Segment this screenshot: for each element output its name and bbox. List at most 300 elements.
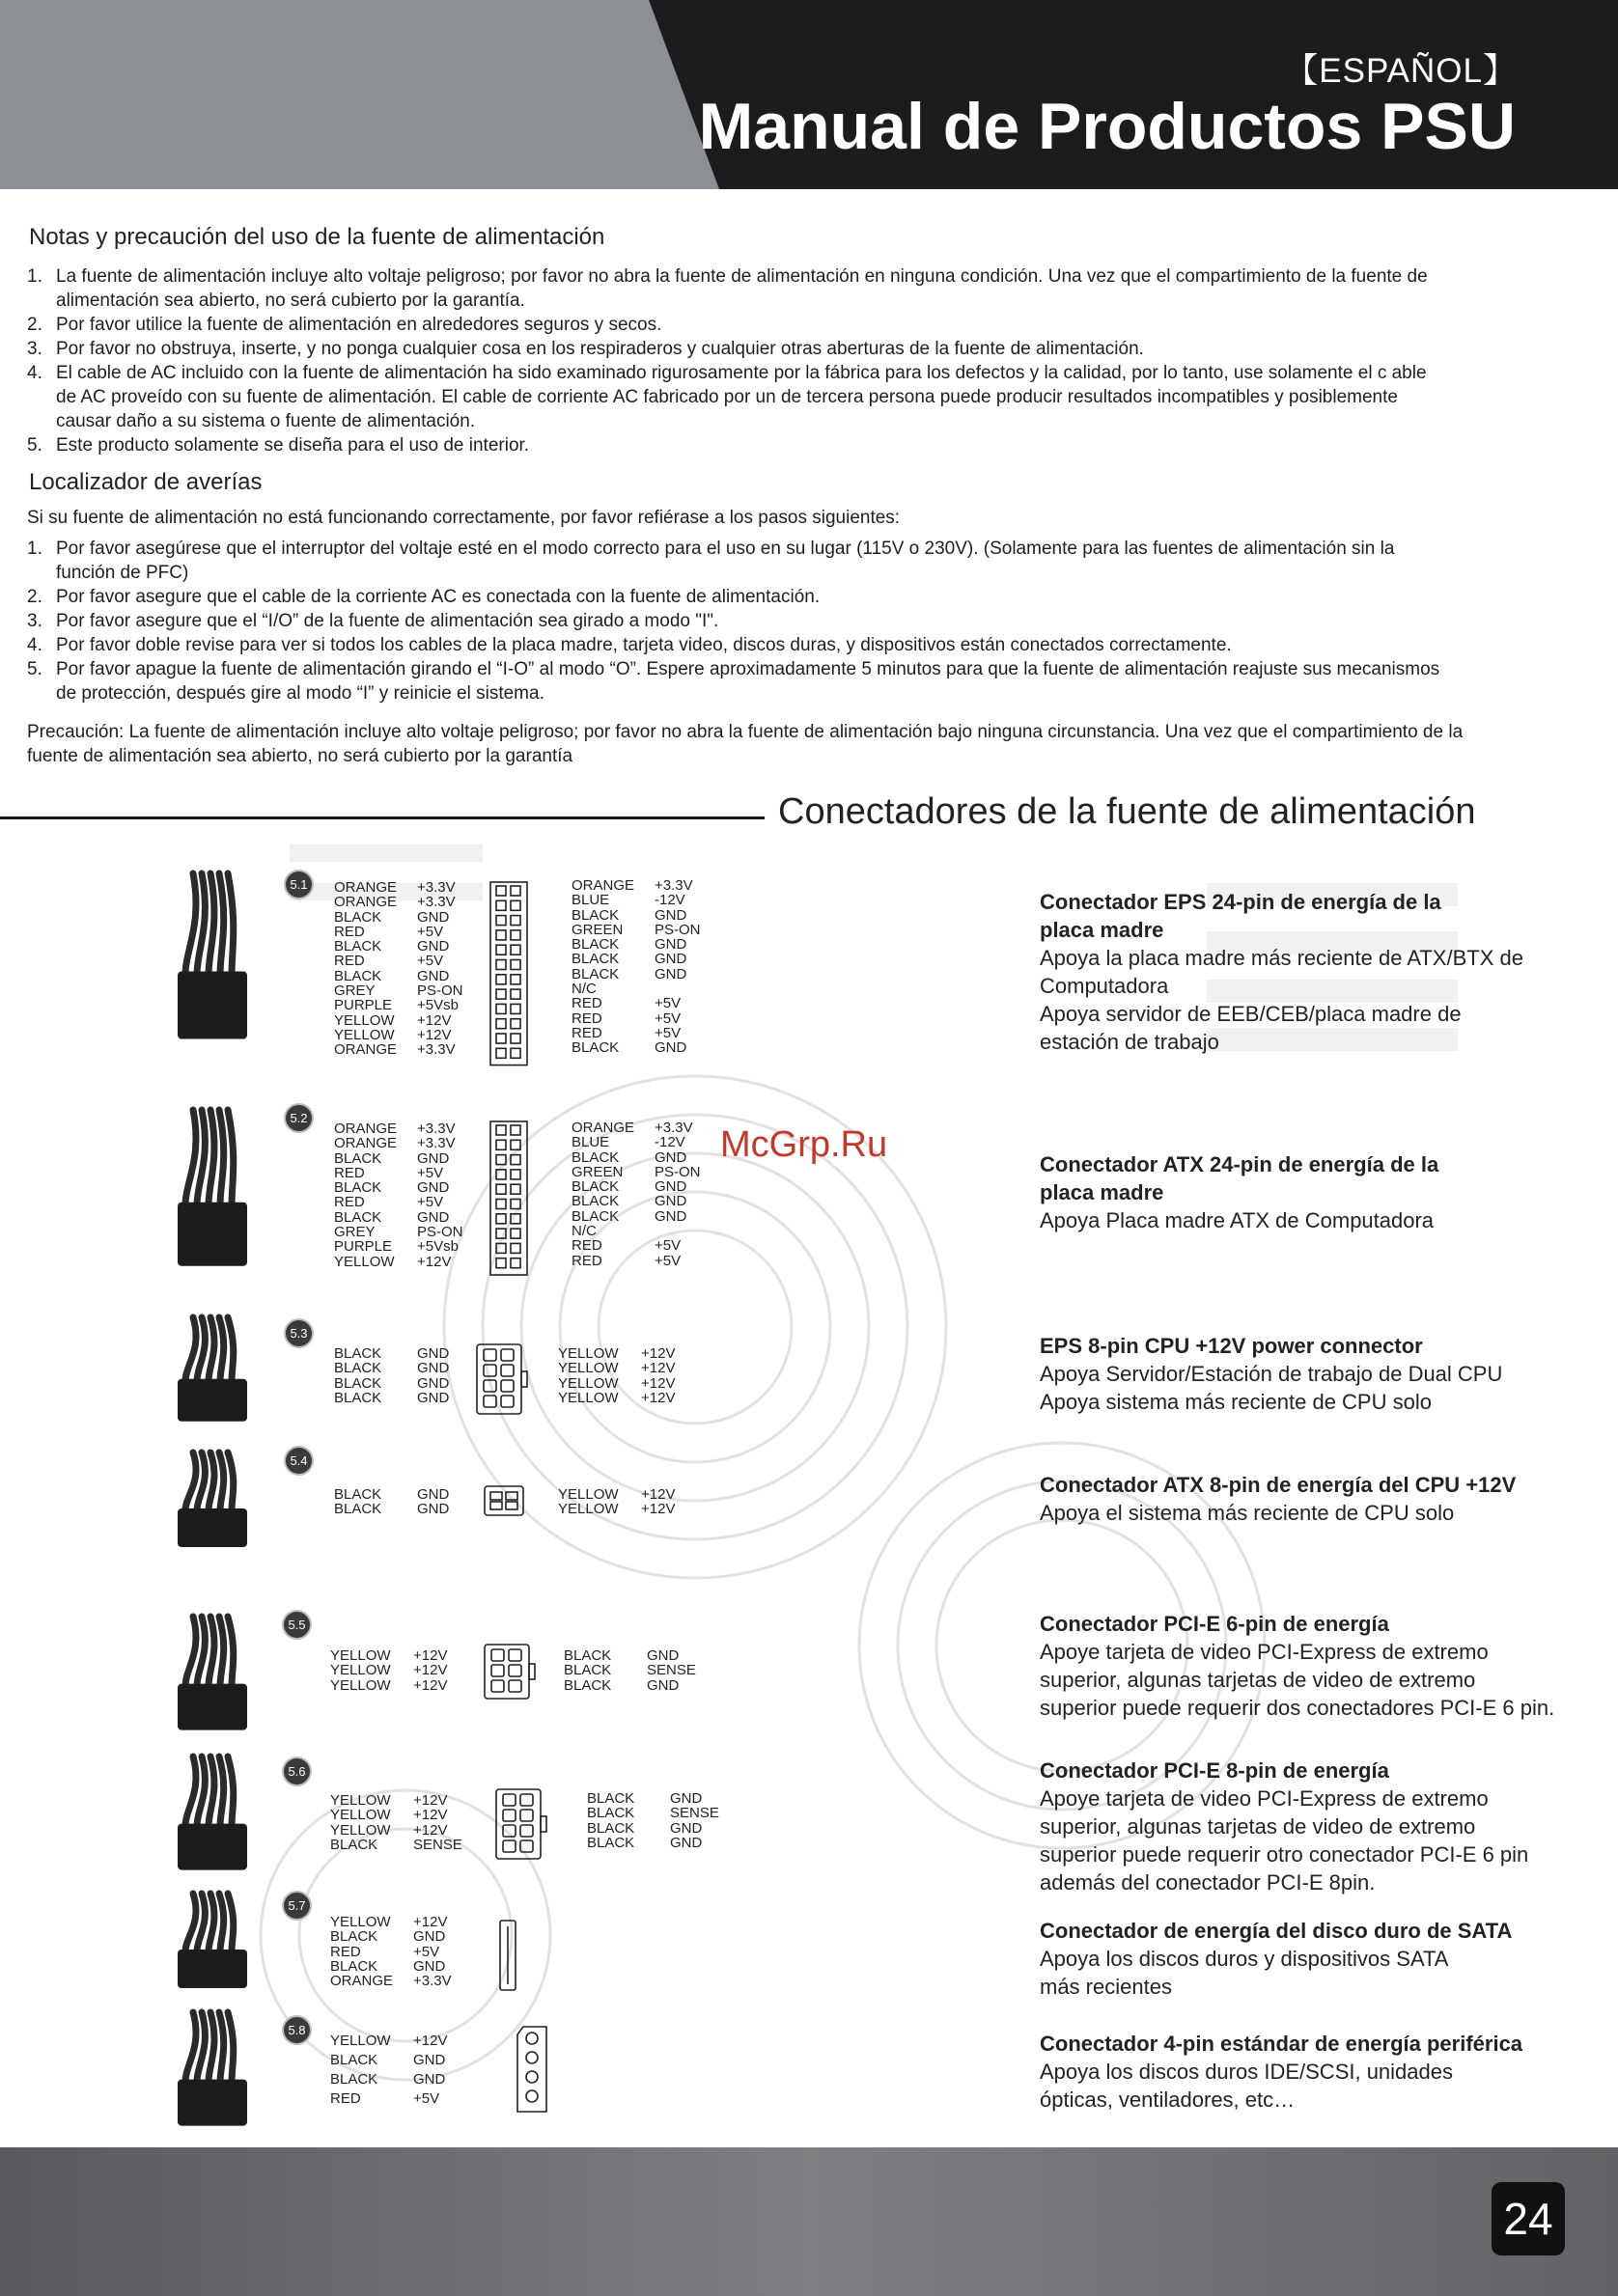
connector-description-line: Apoya los discos duros y dispositivos SATA [1040,1947,1449,1971]
pin-signal: GND [417,1360,450,1377]
pin-row [572,1011,701,1026]
cable-photo-illustration [164,1110,299,1269]
connector-title: Conectador de energía del disco duro de SATA [1040,1919,1513,1943]
list-item [27,264,1591,313]
list-item-number: 1. [27,266,42,287]
cable-photo-illustration [164,873,299,1042]
pin-list-left [330,1915,452,1988]
pin-signal: +3.3V [417,1120,456,1137]
connector-description-line: superior puede requerir dos conectadores PCI-E 6 pin. [1040,1696,1555,1720]
troubleshoot-title: Localizador de averías [29,469,263,495]
pin-signal: GND [417,1208,450,1226]
pin-row [334,895,463,909]
section-divider [0,816,765,819]
pin-row [334,925,463,939]
connector-badge: 5.6 [284,1758,310,1784]
pin-wire-color: YELLOW [330,1676,391,1694]
connector-badge: 5.5 [284,1612,310,1638]
pin-row [334,1376,449,1391]
pin-row [330,2070,447,2089]
troubleshoot-intro: Si su fuente de alimentación no está funcionando correctamente, por favor refiérase a los pasos siguientes: [27,508,901,528]
pin-row [334,910,463,925]
pin-wire-color: RED [334,1194,365,1211]
list-item-line: función de PFC) [56,563,189,583]
pin-row [334,1042,463,1057]
pin-wire-color: YELLOW [330,1662,391,1679]
pin-list-left [330,2032,447,2109]
pin-signal: +12V [413,1676,448,1694]
pin-row [330,1663,447,1677]
pin-wire-color: BLUE [572,1134,610,1151]
pin-row [572,1135,701,1149]
list-item-line: El cable de AC incluido con la fuente de alimentación ha sido examinado rigurosamente por la fábrica para los defectos y la calidad, por lo tanto, use solamente el c able [56,363,1427,383]
pin-wire-color: RED [572,1237,602,1255]
pin-wire-color: YELLOW [330,1807,391,1824]
pin-row [572,1209,701,1224]
pin-wire-color: YELLOW [330,1821,391,1839]
pin-signal: GND [413,1957,446,1975]
pin-wire-color: ORANGE [572,1120,635,1136]
pin-signal: GND [655,1207,687,1225]
connector-description-line: Apoya sistema más reciente de CPU solo [1040,1390,1432,1414]
pin-wire-color: BLUE [572,892,610,909]
connector-description-line: Apoya servidor de EEB/CEB/placa madre de [1040,1002,1462,1026]
connector-description [1040,1150,1600,1234]
pin-row [330,1945,452,1959]
notes-title: Notas y precaución del uso de la fuente de alimentación [29,224,605,250]
pin-signal: GND [670,1790,703,1807]
connector-title: Conectador ATX 8-pin de energía del CPU +12V [1040,1473,1517,1497]
pin-signal: -12V [655,892,685,909]
pin-signal: PS-ON [417,1224,463,1241]
cable-photo-illustration [164,1894,299,1990]
pin-wire-color: BLACK [334,1360,382,1377]
pin-signal: GND [670,1819,703,1837]
pin-wire-color: BLACK [330,1836,378,1853]
pin-row [572,1179,701,1194]
list-item-line: Por favor doble revise para ver si todos los cables de la placa madre, tarjeta video, discos duras, y dispositivos están conectados correctamente. [56,635,1232,655]
pin-signal: PS-ON [655,921,701,938]
connector-description-line: Apoya el sistema más reciente de CPU solo [1040,1501,1455,1525]
pin-signal: +12V [417,1026,452,1043]
pin-row [330,2032,447,2051]
pin-row [334,1346,449,1361]
connector-title: Conectador PCI-E 8-pin de energía [1040,1758,1389,1783]
pin-wire-color: YELLOW [558,1374,619,1392]
cable-photo-illustration [164,1617,299,1732]
pin-list-right [572,878,701,1056]
list-item-number: 3. [27,611,42,631]
cable-photo-illustration [164,1317,299,1424]
pin-row [330,1808,462,1822]
pin-signal: +5V [413,2090,440,2107]
pin-signal: +12V [641,1374,676,1392]
pin-row [572,967,701,982]
pin-wire-color: ORANGE [330,1973,394,1990]
pin-wire-color: BLACK [572,1039,620,1057]
pin-signal: GND [655,965,687,982]
pin-row [330,1648,447,1663]
pin-wire-color: BLACK [330,2071,378,2088]
connector-title: placa madre [1040,918,1164,942]
pin-signal: GND [417,1501,450,1518]
pin-wire-color: YELLOW [334,1253,395,1270]
pin-row [330,1678,447,1693]
pin-row [330,2051,447,2070]
list-item [27,313,1591,337]
pin-row [330,1929,452,1944]
list-item-line: Por favor no obstruya, inserte, y no ponga cualquier cosa en los respiraderos y cualquier otras aberturas de la fuente de alimentación. [56,339,1144,359]
pin-wire-color: N/C [572,1223,597,1240]
pin-wire-color: RED [572,1024,602,1041]
connector-title: placa madre [1040,1180,1164,1204]
pin-row [564,1648,696,1663]
pin-row [334,1195,463,1209]
pin-list-left [334,1121,463,1269]
pin-signal: SENSE [647,1662,696,1679]
list-item [27,657,1591,705]
pin-row [572,1150,701,1165]
pin-row [572,1120,701,1135]
pin-row [334,998,463,1012]
pin-signal: +3.3V [417,1041,456,1059]
list-item-number: 4. [27,635,42,655]
connector-pinout-icon [490,882,568,1075]
pin-row [558,1346,675,1361]
pin-row [334,1225,463,1239]
pin-wire-color: YELLOW [330,1647,391,1664]
connector-description-line: más recientes [1040,1975,1172,1999]
connector-description [1040,1917,1600,2001]
pin-wire-color: ORANGE [334,879,398,896]
pin-signal: GND [417,908,450,926]
connector-badge: 5.2 [286,1105,312,1131]
pin-list-left [334,1487,449,1517]
pin-signal: +3.3V [417,894,456,911]
connector-badge: 5.4 [286,1448,312,1474]
list-item-number: 5. [27,659,42,679]
pin-wire-color: BLACK [334,1389,382,1406]
pin-signal: GND [655,936,687,954]
pin-wire-color: BLACK [587,1834,635,1851]
pin-signal: +12V [641,1501,676,1518]
pin-signal: GND [413,2071,446,2088]
pin-row [330,1959,452,1974]
pin-row [334,1210,463,1225]
pin-wire-color: YELLOW [330,1792,391,1809]
pin-signal: +5V [655,1252,682,1269]
pin-row [558,1361,675,1375]
pin-row [572,908,701,923]
list-item [27,337,1591,361]
connector-description [1040,888,1600,1056]
pin-signal: +12V [417,1253,452,1270]
pin-wire-color: BLACK [572,1148,620,1166]
pin-row [334,1255,463,1269]
connector-badge: 5.1 [286,871,312,898]
pin-wire-color: RED [334,953,365,970]
pin-wire-color: YELLOW [558,1389,619,1406]
pin-wire-color: YELLOW [330,2033,391,2049]
pin-row [558,1391,675,1405]
connector-description [1040,1332,1600,1416]
pin-wire-color: ORANGE [334,1120,398,1137]
list-item-number: 2. [27,587,42,607]
pin-signal: +12V [413,1914,448,1930]
pin-row [334,954,463,968]
pin-signal: +3.3V [417,879,456,896]
connector-description [1040,1610,1600,1722]
pin-list-right [564,1648,696,1693]
connector-description-line: además del conectador PCI-E 8pin. [1040,1870,1376,1895]
list-item-line: causar daño a su sistema o fuente de alimentación. [56,411,476,431]
pin-row [572,923,701,937]
pin-wire-color: BLACK [334,1486,382,1503]
pin-signal: GND [655,1148,687,1166]
list-item-line: de protección, después gire al modo “I” y reinicie el sistema. [56,683,544,704]
pin-wire-color: BLACK [334,1208,382,1226]
troubleshoot-list [27,537,1591,705]
pin-list-right [572,1120,701,1268]
pin-list-left [334,1346,449,1405]
watermark: McGrp.Ru [720,1124,888,1165]
pin-row [334,1013,463,1028]
connector-description-line: Apoya los discos duros IDE/SCSI, unidades [1040,2060,1454,2084]
connector-description-line: superior, algunas tarjetas de video de extremo [1040,1814,1476,1839]
pin-signal: PS-ON [655,1163,701,1180]
pin-wire-color: YELLOW [330,1914,391,1930]
pin-signal: +12V [413,1662,448,1679]
pin-signal: +5V [413,1943,440,1960]
notes-list [27,264,1591,457]
pin-row [572,1238,701,1253]
connector-description-line: Apoye tarjeta de video PCI-Express de extremo [1040,1786,1489,1811]
page-number: 24 [1492,2182,1565,2255]
pin-signal: +12V [413,1647,448,1664]
list-item-line: Por favor asegure que el “I/O” de la fuente de alimentación sea girado a modo "I". [56,611,719,631]
pin-signal: GND [417,1345,450,1362]
pin-wire-color: RED [330,1943,361,1960]
pin-signal: +12V [417,1011,452,1029]
pin-wire-color: ORANGE [334,1135,398,1152]
pin-row [564,1678,696,1693]
pin-row [334,1502,449,1516]
pin-signal: -12V [655,1134,685,1151]
connector-description-line: Apoya Servidor/Estación de trabajo de Dual CPU [1040,1362,1503,1386]
connector-description-line: estación de trabajo [1040,1030,1219,1054]
pin-signal: +12V [641,1486,676,1503]
pin-signal: +12V [641,1360,676,1377]
connector-description-line: Computadora [1040,974,1169,998]
pin-row [587,1791,719,1806]
pin-row [564,1663,696,1677]
pin-row [572,982,701,996]
connector-description-line: Apoye tarjeta de video PCI-Express de extremo [1040,1640,1489,1664]
pin-wire-color: BLACK [334,1374,382,1392]
pin-wire-color: BLACK [334,967,382,984]
pin-signal: +12V [413,1792,448,1809]
pin-signal: GND [417,1149,450,1167]
pin-row [572,1165,701,1179]
list-item-number: 2. [27,315,42,335]
pin-wire-color: BLACK [334,908,382,926]
pin-row [572,1224,701,1238]
pin-signal: GND [417,967,450,984]
pin-signal: +3.3V [655,877,693,894]
pin-signal: +12V [641,1389,676,1406]
pin-wire-color: BLACK [334,1501,382,1518]
pin-wire-color: GREY [334,982,376,1000]
connectors-title: Conectadores de la fuente de alimentación [778,791,1476,832]
pin-signal: GND [647,1647,680,1664]
pin-signal: GND [417,1486,450,1503]
list-item [27,361,1591,433]
list-item-number: 1. [27,539,42,559]
pin-row [334,1239,463,1254]
pin-wire-color: ORANGE [334,1041,398,1059]
connector-pinout-icon [490,1121,568,1314]
connector-description-line: superior, algunas tarjetas de video de extremo [1040,1668,1476,1692]
pin-signal: +12V [413,1821,448,1839]
list-item-line: La fuente de alimentación incluye alto voltaje peligroso; por favor no abra la fuente de alimentación en ninguna condición. Una vez que el compartimiento de la fuente de [56,266,1428,287]
pin-row [334,1391,449,1405]
pin-row [334,1121,463,1136]
pin-row [572,937,701,952]
connector-title: Conectador ATX 24-pin de energía de la [1040,1152,1439,1176]
list-item-line: Por favor apague la fuente de alimentación girando el “I-O” al modo “O”. Espere aproximadamente 5 minutos para que la fuente de alimentación reajuste sus mecanismos [56,659,1440,679]
pin-wire-color: BLACK [334,1179,382,1197]
pin-signal: GND [413,2052,446,2068]
pin-list-left [334,880,463,1058]
list-item-line: alimentación sea abierto, no será cubierto por la garantía. [56,290,525,311]
connector-badge: 5.3 [286,1320,312,1346]
pin-wire-color: BLACK [564,1647,612,1664]
pin-row [330,1823,462,1838]
pin-row [334,1166,463,1180]
pin-signal: +5V [655,1024,682,1041]
pin-row [330,2089,447,2109]
page-title: Manual de Productos PSU [698,90,1516,163]
pin-wire-color: BLACK [572,1193,620,1210]
pin-signal: +12V [413,2033,448,2049]
pin-signal: +5Vsb [417,1238,459,1256]
pin-wire-color: GREEN [572,1163,624,1180]
list-item-number: 5. [27,435,42,456]
pin-signal: SENSE [413,1836,462,1853]
connector-badge: 5.7 [284,1893,310,1919]
pin-signal: GND [655,1178,687,1196]
connector-description-line: Apoya Placa madre ATX de Computadora [1040,1208,1435,1232]
connector-title: Conectador PCI-E 6-pin de energía [1040,1612,1389,1636]
cable-photo-illustration [164,1452,299,1549]
pin-wire-color: BLACK [572,1178,620,1196]
pin-row [334,1136,463,1150]
pin-wire-color: RED [334,1164,365,1181]
pin-signal: GND [417,938,450,955]
pin-signal: +5V [655,995,682,1012]
pin-signal: +5V [417,1194,444,1211]
pin-signal: +12V [641,1345,676,1362]
pin-signal: +5Vsb [417,997,459,1014]
pin-wire-color: BLACK [334,1149,382,1167]
caution-line: fuente de alimentación sea abierto, no será cubierto por la garantía [27,746,573,766]
pin-wire-color: ORANGE [334,894,398,911]
pin-wire-color: BLACK [572,906,620,924]
pin-row [334,1180,463,1195]
pin-wire-color: PURPLE [334,1238,393,1256]
pin-signal: +12V [413,1807,448,1824]
cable-photo-illustration [164,2012,299,2128]
pin-signal: GND [647,1676,680,1694]
pin-row [334,880,463,895]
pin-wire-color: BLACK [572,1207,620,1225]
pin-signal: GND [417,1374,450,1392]
pin-list-left [330,1793,462,1852]
pin-row [587,1806,719,1820]
pin-signal: +5V [417,1164,444,1181]
pin-wire-color: YELLOW [558,1501,619,1518]
list-item [27,609,1591,633]
language-label: 【ESPAÑOL】 [1284,52,1518,90]
connector-title: Conectador EPS 24-pin de energía de la [1040,890,1441,914]
connector-title: Conectador 4-pin estándar de energía periférica [1040,2032,1523,2056]
pin-list-right [587,1791,719,1850]
pin-signal: GND [417,1179,450,1197]
pin-wire-color: BLACK [572,936,620,954]
pin-signal: GND [413,1928,446,1946]
pin-wire-color: BLACK [330,1957,378,1975]
pin-row [334,939,463,954]
list-item-number: 3. [27,339,42,359]
pin-signal: +3.3V [655,1120,693,1136]
pin-wire-color: RED [572,995,602,1012]
pin-list-left [330,1648,447,1693]
pin-row [334,1487,449,1502]
list-item-line: Este producto solamente se diseña para el uso de interior. [56,435,530,456]
list-item-number: 4. [27,363,42,383]
pin-row [572,1194,701,1208]
pin-row [334,1361,449,1375]
pin-list-right [558,1487,675,1517]
pin-row [334,1151,463,1166]
pin-row [330,1915,452,1929]
pin-row [558,1376,675,1391]
pin-signal: GND [670,1834,703,1851]
pin-row [572,878,701,893]
pin-wire-color: BLACK [587,1790,635,1807]
pin-wire-color: PURPLE [334,997,393,1014]
pin-wire-color: YELLOW [334,1011,395,1029]
pin-signal: GND [417,1389,450,1406]
pin-row [572,952,701,966]
pin-wire-color: BLACK [334,938,382,955]
list-item [27,633,1591,657]
footer-shade [0,2147,1618,2296]
pin-wire-color: RED [334,923,365,940]
pin-row [587,1821,719,1836]
pin-signal: GND [655,1039,687,1057]
pin-row [330,1793,462,1808]
pin-wire-color: BLACK [564,1676,612,1694]
pin-wire-color: RED [572,1010,602,1027]
pin-wire-color: BLACK [564,1662,612,1679]
pin-list-right [558,1346,675,1405]
list-item-line: Por favor utilice la fuente de alimentación en alrededores seguros y secos. [56,315,662,335]
list-item [27,433,1591,457]
pin-wire-color: GREY [334,1224,376,1241]
list-item-line: de AC proveído con su fuente de alimentación. El cable de corriente AC fabricado por un de tercera persona puede producir resultados incompatibles y posiblemente [56,387,1398,407]
pin-row [330,1974,452,1988]
